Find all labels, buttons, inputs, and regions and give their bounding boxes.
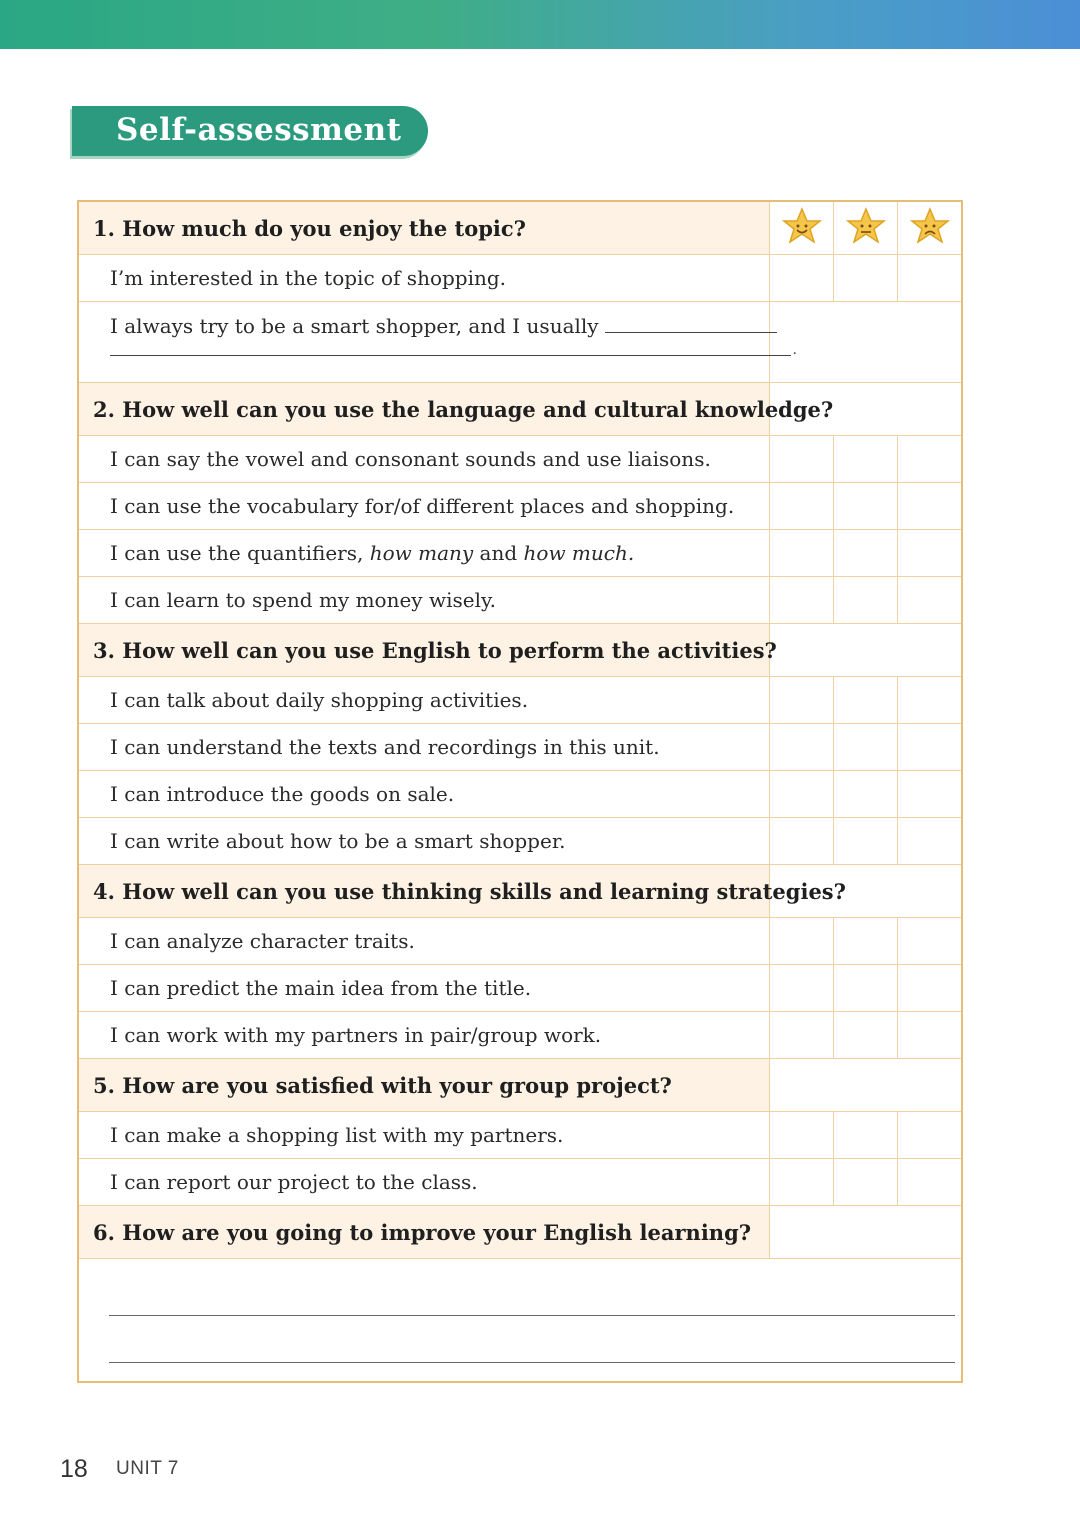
rating-cell[interactable]	[770, 1159, 834, 1206]
question-row	[78, 865, 962, 918]
answer-line[interactable]	[109, 1315, 955, 1316]
rating-cell[interactable]	[834, 724, 898, 771]
rating-cell[interactable]	[898, 771, 962, 818]
statement-text: I can talk about daily shopping activities.	[110, 688, 529, 712]
statement-text: I can write about how to be a smart shopper.	[110, 829, 566, 853]
statement-row	[78, 818, 962, 865]
statement-text: I can use the vocabulary for/of different places and shopping.	[110, 494, 735, 518]
rating-cell[interactable]	[834, 530, 898, 577]
rating-cell[interactable]	[898, 1159, 962, 1206]
statement-row	[78, 1159, 962, 1206]
statement-row	[78, 436, 962, 483]
rating-cell[interactable]	[898, 577, 962, 624]
rating-cell[interactable]	[770, 577, 834, 624]
rating-cell[interactable]	[770, 1112, 834, 1159]
section-title-banner	[72, 106, 428, 156]
top-color-band	[0, 0, 1080, 49]
question-row	[78, 624, 962, 677]
rating-cell[interactable]	[898, 530, 962, 577]
empty-rating-area	[770, 1059, 962, 1112]
question-text: 4. How well can you use thinking skills and learning strategies?	[93, 878, 846, 904]
statement-text: I can analyze character traits.	[110, 929, 415, 953]
question-text: 2. How well can you use the language and cultural knowledge?	[93, 396, 834, 422]
rating-cell[interactable]	[898, 965, 962, 1012]
question-row	[78, 383, 962, 436]
question-text: 3. How well can you use English to perform the activities?	[93, 637, 777, 663]
statement-row	[78, 577, 962, 624]
statement-text: I can use the quantifiers, how many and how much.	[110, 541, 635, 565]
rating-cell[interactable]	[770, 677, 834, 724]
statement-text: I’m interested in the topic of shopping.	[110, 266, 507, 290]
statement-row	[78, 677, 962, 724]
frown-star-icon	[910, 207, 950, 245]
rating-cell[interactable]	[770, 255, 834, 302]
statement-row	[78, 1112, 962, 1159]
rating-cell[interactable]	[834, 918, 898, 965]
rating-cell[interactable]	[898, 483, 962, 530]
unit-label: UNIT 7	[116, 1458, 179, 1479]
question-text: 1. How much do you enjoy the topic?	[93, 215, 526, 241]
rating-header-neutral	[834, 201, 898, 255]
rating-cell[interactable]	[834, 436, 898, 483]
rating-header-smile	[770, 201, 834, 255]
statement-text: I can understand the texts and recordings in this unit.	[110, 735, 660, 759]
statement-text: I can say the vowel and consonant sounds and use liaisons.	[110, 447, 711, 471]
statement-row	[78, 483, 962, 530]
smile-star-icon	[782, 207, 822, 245]
fill-in-row	[78, 302, 962, 383]
rating-cell[interactable]	[834, 577, 898, 624]
statement-text: I can introduce the goods on sale.	[110, 782, 455, 806]
statement-text: I can report our project to the class.	[110, 1170, 478, 1194]
fill-in-prefix: I always try to be a smart shopper, and I usually	[110, 314, 599, 338]
fill-in-blank-line[interactable]: .	[110, 354, 791, 356]
page-number: 18	[60, 1455, 88, 1483]
empty-rating-area	[770, 1206, 962, 1259]
question-text: 6. How are you going to improve your English learning?	[93, 1219, 752, 1245]
self-assessment-table	[77, 200, 963, 1383]
rating-cell[interactable]	[834, 1012, 898, 1059]
statement-row	[78, 724, 962, 771]
empty-rating-area	[770, 302, 962, 383]
empty-rating-area	[770, 624, 962, 677]
rating-cell[interactable]	[898, 818, 962, 865]
rating-cell[interactable]	[770, 530, 834, 577]
rating-cell[interactable]	[770, 918, 834, 965]
rating-cell[interactable]	[770, 483, 834, 530]
statement-row	[78, 1012, 962, 1059]
rating-cell[interactable]	[898, 436, 962, 483]
rating-cell[interactable]	[898, 255, 962, 302]
rating-cell[interactable]	[834, 1159, 898, 1206]
rating-cell[interactable]	[770, 724, 834, 771]
rating-cell[interactable]	[770, 965, 834, 1012]
rating-cell[interactable]	[834, 771, 898, 818]
question-row	[78, 1059, 962, 1112]
rating-cell[interactable]	[770, 1012, 834, 1059]
statement-row	[78, 771, 962, 818]
rating-cell[interactable]	[898, 677, 962, 724]
rating-cell[interactable]	[770, 818, 834, 865]
question-text: 5. How are you satisfied with your group project?	[93, 1072, 672, 1098]
rating-cell[interactable]	[898, 1112, 962, 1159]
rating-cell[interactable]	[834, 1112, 898, 1159]
open-answer-area[interactable]	[78, 1259, 962, 1383]
italic-term: how many	[369, 541, 474, 565]
rating-cell[interactable]	[834, 255, 898, 302]
rating-cell[interactable]	[834, 818, 898, 865]
statement-row	[78, 530, 962, 577]
statement-row	[78, 918, 962, 965]
statement-text: I can work with my partners in pair/group work.	[110, 1023, 602, 1047]
question-row	[78, 1206, 962, 1259]
open-answer-row	[78, 1259, 962, 1383]
fill-in-blank[interactable]	[605, 314, 777, 333]
rating-cell[interactable]	[898, 724, 962, 771]
statement-row	[78, 255, 962, 302]
statement-text: I can learn to spend my money wisely.	[110, 588, 496, 612]
rating-header-frown	[898, 201, 962, 255]
statement-row	[78, 965, 962, 1012]
neutral-star-icon	[846, 207, 886, 245]
section-title: Self-assessment	[116, 112, 402, 148]
statement-text: I can make a shopping list with my partners.	[110, 1123, 564, 1147]
question-row	[78, 201, 962, 255]
rating-cell[interactable]	[770, 771, 834, 818]
statement-text: I can predict the main idea from the title.	[110, 976, 532, 1000]
rating-cell[interactable]	[834, 965, 898, 1012]
rating-cell[interactable]	[834, 483, 898, 530]
rating-cell[interactable]	[898, 918, 962, 965]
italic-term: how much.	[523, 541, 635, 565]
rating-cell[interactable]	[898, 1012, 962, 1059]
rating-cell[interactable]	[770, 436, 834, 483]
answer-line[interactable]	[109, 1362, 955, 1363]
rating-cell[interactable]	[834, 677, 898, 724]
